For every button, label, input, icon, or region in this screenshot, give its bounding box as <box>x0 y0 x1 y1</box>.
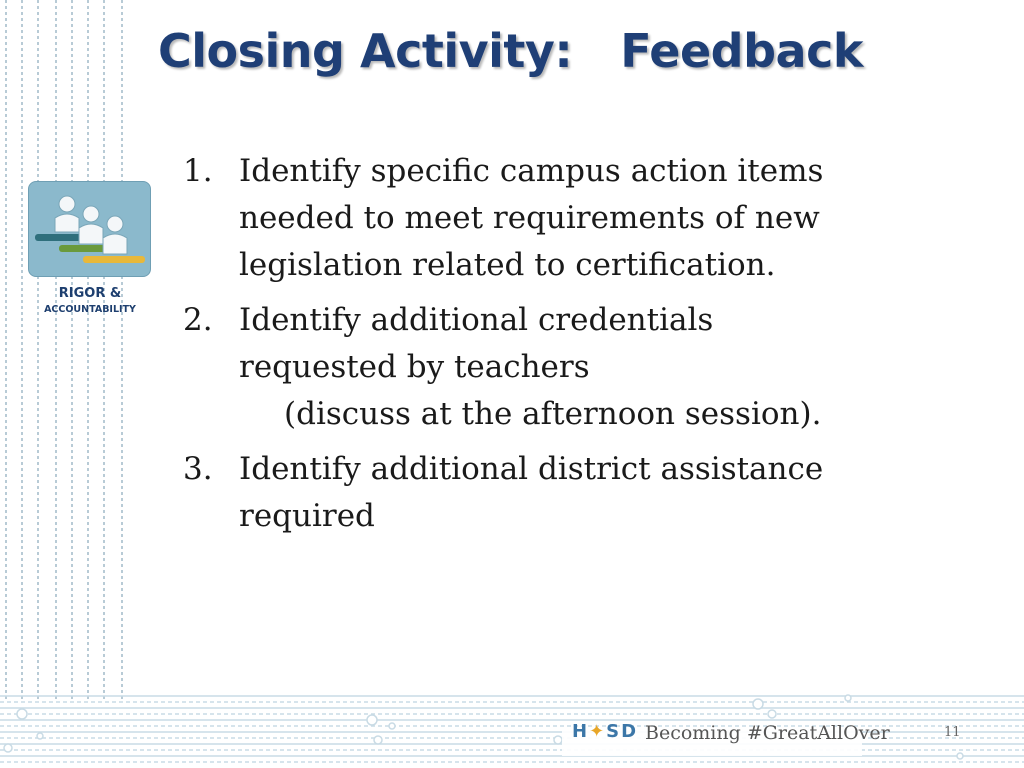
left-dotted-stripes <box>0 0 140 700</box>
list-line: required <box>239 498 375 534</box>
list-line: legislation related to certification. <box>239 247 776 283</box>
list-line: needed to meet requirements of new <box>239 200 820 236</box>
brand-star-icon: ✦ <box>589 721 607 742</box>
sidebar-label <box>20 286 160 315</box>
list-number: 2. <box>183 302 213 338</box>
title-part1: Closing Activity: <box>158 24 573 78</box>
rigor-accountability-icon <box>28 181 151 277</box>
list-number: 1. <box>183 153 213 189</box>
hisd-logo <box>572 721 638 742</box>
numbered-list <box>183 148 983 548</box>
list-line: Identify additional credentials <box>239 302 714 338</box>
slide-title <box>158 24 863 78</box>
list-number: 3. <box>183 451 213 487</box>
list-line-indented: (discuss at the afternoon session). <box>284 396 822 432</box>
list-item <box>183 148 983 289</box>
sidebar-label-line2: ACCOUNTABILITY <box>44 304 136 315</box>
brand-rest: SD <box>606 721 639 742</box>
page-number: 11 <box>944 725 961 740</box>
list-line: Identify additional district assistance <box>239 451 824 487</box>
list-item <box>183 297 983 438</box>
footer-slogan: Becoming #GreatAllOver <box>645 722 890 744</box>
list-item <box>183 446 983 540</box>
list-line: Identify specific campus action items <box>239 153 824 189</box>
list-line: requested by teachers <box>239 349 590 385</box>
title-part2: Feedback <box>620 24 863 78</box>
brand-h: H <box>572 721 590 742</box>
sidebar-label-line1: RIGOR & <box>58 286 122 301</box>
